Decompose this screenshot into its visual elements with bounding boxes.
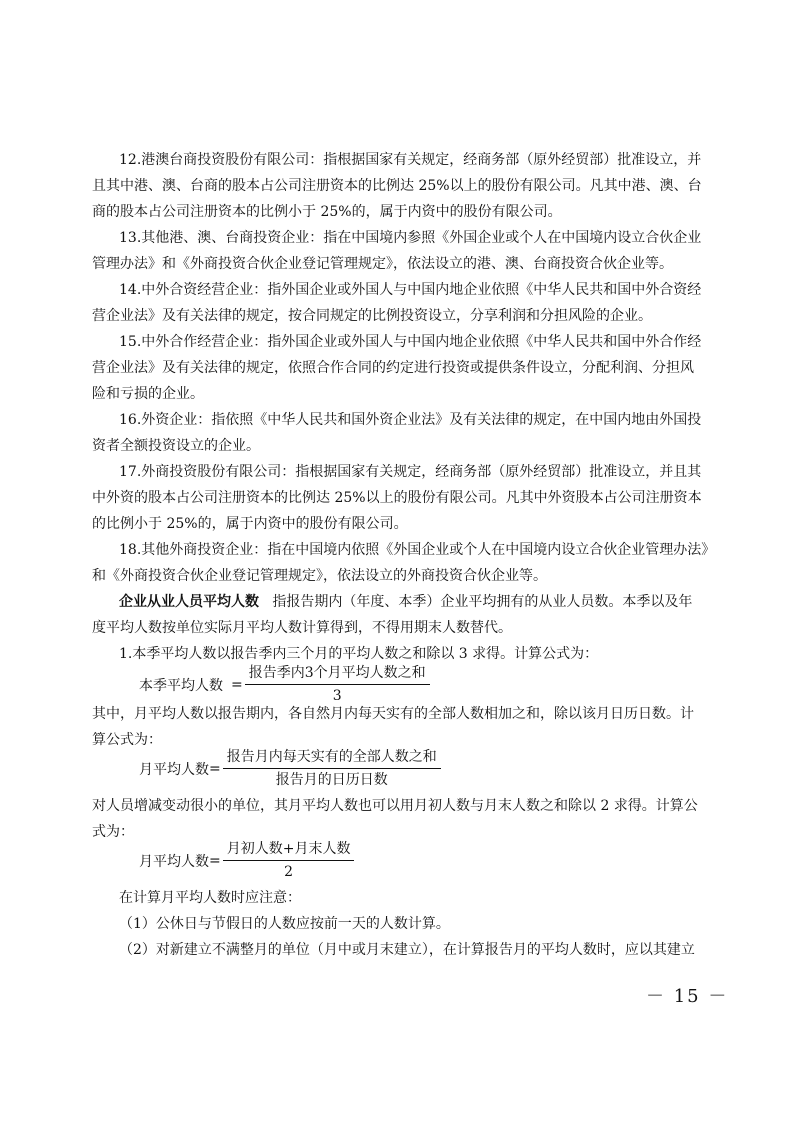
para-12-line2: 且其中港、澳、台商的股本占公司注册资本的比例达 25%以上的股份有限公司。凡其中港、澳、台 [92,178,702,194]
para-12-line1: 12.港澳台商投资股份有限公司：指根据国家有关规定，经商务部（原外经贸部）批准设立，并 [119,152,702,168]
para-17-line2: 中外资的股本占公司注册资本的比例达 25%以上的股份有限公司。凡其中外资股本占公司注册资本 [92,490,702,506]
formula-1-fraction [245,664,430,705]
para-14-line2: 营企业法》及有关法律的规定，按合同规定的比例投资设立，分享利润和分担风险的企业。 [92,308,652,324]
formula-month-average-simple [139,840,354,881]
formula-3-numerator: 月初人数+月末人数 [226,841,351,857]
formula-2-denominator: 报告月的日历日数 [275,772,388,788]
avg-definition-line2: 度平均人数按单位实际月平均人数计算得到，不得用期末人数替代。 [92,620,512,636]
note-item-2: （2）对新建立不满整月的单位（月中或月末建立），在计算报告月的平均人数时，应以其建立 [119,942,695,958]
where-line1: 其中，月平均人数以报告期内，各自然月内每天实有的全部人数相加之和，除以该月日历日数。计 [92,706,694,722]
formula-1-equals: = [231,676,243,693]
formula-3-fraction [223,840,355,881]
para-16-line1: 16.外资企业：指依照《中华人民共和国外资企业法》及有关法律的规定，在中国内地由外国投 [119,412,702,428]
para-12-line3: 商的股本占公司注册资本的比例小于 25%的，属于内资中的股份有限公司。 [92,204,562,220]
formula-2-fraction [223,748,441,789]
para-17-line1: 17.外商投资股份有限公司：指根据国家有关规定，经商务部（原外经贸部）批准设立，并且其 [119,464,702,480]
small-change-line1: 对人员增减变动很小的单位，其月平均人数也可以用月初人数与月末人数之和除以 2 求得。计算公 [92,798,698,814]
avg-definition-line1 [119,592,692,612]
para-15-line3: 险和亏损的企业。 [92,386,204,402]
para-16-line2: 资者全额投资设立的企业。 [92,438,260,454]
para-14-line1: 14.中外合资经营企业：指外国企业或外国人与中国内地企业依照《中华人民共和国中外合资经 [119,282,702,298]
para-17-line3: 的比例小于 25%的，属于内资中的股份有限公司。 [92,516,408,532]
formula-2-label: 月平均人数 [139,761,209,778]
item-1-text: 1.本季平均人数以报告季内三个月的平均人数之和除以 3 求得。计算公式为： [119,646,599,662]
formula-2-equals: = [209,760,221,777]
formula-1-denominator: 3 [332,688,342,704]
para-15-line1: 15.中外合作经营企业：指外国企业或外国人与中国内地企业依照《中华人民共和国中外合作经 [119,334,702,350]
para-18-line1: 18.其他外商投资企业：指在中国境内依照《外国企业或个人在中国境内设立合伙企业管理办法》 [119,542,716,558]
para-18-line2: 和《外商投资合伙企业登记管理规定》，依法设立的外商投资合伙企业等。 [92,568,547,584]
para-13-line2: 管理办法》和《外商投资合伙企业登记管理规定》，依法设立的港、澳、台商投资合伙企业等。 [92,256,673,272]
formula-3-label: 月平均人数 [139,853,209,870]
formula-2-numerator: 报告月内每天实有的全部人数之和 [226,749,437,765]
formula-3-denominator: 2 [284,864,294,880]
avg-definition-text: 指报告期内（年度、本季）企业平均拥有的从业人员数。本季以及年 [272,594,693,610]
para-15-line2: 营企业法》及有关法律的规定，依照合作合同的约定进行投资或提供条件设立，分配利润、分担风 [92,360,694,376]
para-13-line1: 13.其他港、澳、台商投资企业：指在中国境内参照《外国企业或个人在中国境内设立合伙企业 [119,230,702,246]
note-heading: 在计算月平均人数时应注意： [119,890,301,906]
note-item-1: （1）公休日与节假日的人数应按前一天的人数计算。 [119,916,450,932]
formula-1-numerator: 报告季内3个月平均人数之和 [248,665,426,681]
where-line2: 算公式为： [92,732,162,748]
small-change-line2: 式为： [92,824,134,840]
formula-quarter-average [139,664,430,705]
formula-month-average [139,748,441,789]
page-number: － 15 － [646,986,729,1007]
formula-3-equals: = [209,852,221,869]
formula-1-label: 本季平均人数 [139,677,223,694]
avg-term: 企业从业人员平均人数 [119,594,259,610]
